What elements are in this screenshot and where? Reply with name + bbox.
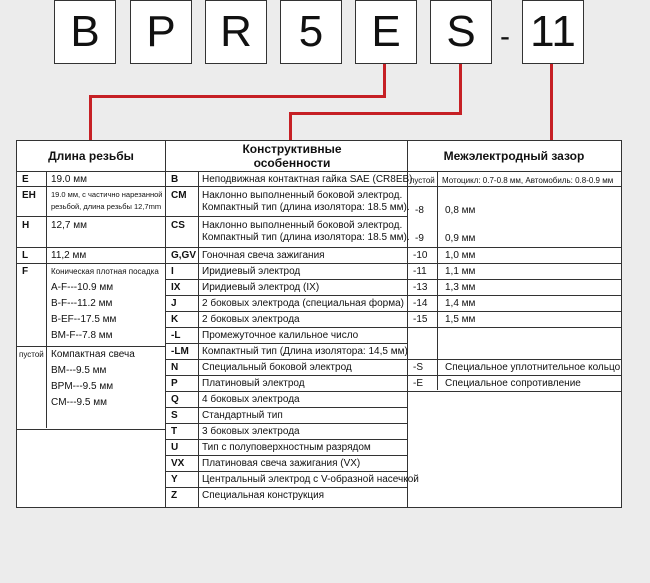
gap-code: -9: [415, 233, 424, 244]
design-row-line: [165, 359, 407, 360]
gap-code: -13: [413, 282, 428, 293]
design-desc: 4 боковых электрода: [202, 394, 300, 405]
design-row-line: [165, 186, 407, 187]
design-code: I: [171, 266, 174, 277]
gap-code: -11: [413, 266, 427, 277]
thread-length-header: Длина резьбы: [48, 149, 134, 163]
gap-row-line: [407, 186, 621, 187]
thread-row-line: [17, 429, 165, 430]
design-desc: Иридиевый электрод: [202, 266, 301, 277]
thread-subitem: CM---9.5 мм: [51, 397, 107, 408]
gap-desc: 1,4 мм: [445, 298, 476, 309]
gap-desc: 1,0 мм: [445, 250, 476, 261]
design-desc: Промежуточное калильное число: [202, 330, 359, 341]
design-code: VX: [171, 458, 185, 469]
thread-desc: 19.0 мм: [51, 174, 87, 185]
design-features-header: Конструктивные особенности: [242, 142, 342, 170]
gap-row-line: [407, 327, 621, 328]
design-code: S: [171, 410, 178, 421]
header-divider: [17, 171, 621, 172]
thread-desc: 11,2 мм: [51, 250, 87, 261]
code-box-r: R: [205, 0, 267, 64]
design-desc: Компактный тип (Длина изолятора: 14,5 мм): [202, 346, 408, 357]
design-desc: Платиновая свеча зажигания (VX): [202, 458, 361, 469]
design-row-line: [165, 311, 407, 312]
design-row-line: [165, 471, 407, 472]
design-code: J: [171, 298, 177, 309]
thread-subitem: A-F---10.9 мм: [51, 282, 114, 293]
gap-row-line: [407, 311, 621, 312]
design-row-line: [165, 487, 407, 488]
gap-desc: Специальное сопротивление: [445, 378, 581, 389]
design-desc: Неподвижная контактная гайка SAE (CR8EB): [202, 174, 413, 185]
gap-code: -E: [413, 378, 423, 389]
thread-desc-line2: резьбой, длина резьбы 12,7mm: [51, 202, 162, 211]
gap-row-line: [407, 247, 621, 248]
code-box-11: 11: [522, 0, 584, 64]
design-row-line: [165, 407, 407, 408]
gap-code: -10: [413, 250, 428, 261]
design-row-line: [165, 216, 407, 217]
thread-code: пустой: [19, 350, 44, 359]
gap-code: -S: [413, 362, 423, 373]
design-desc: Специальный боковой электрод: [202, 362, 352, 373]
gap-code: -14: [413, 298, 428, 309]
design-code: CM: [171, 190, 187, 201]
gap-row-line: [407, 279, 621, 280]
design-code: CS: [171, 220, 185, 231]
thread-code: H: [22, 220, 30, 231]
design-row-line: [165, 295, 407, 296]
design-desc: 2 боковых электрода: [202, 314, 300, 325]
spark-plug-code-table: [16, 140, 622, 508]
code-box-b: B: [54, 0, 116, 64]
col-divider-1: [165, 141, 166, 507]
design-row-line: [165, 439, 407, 440]
design-code: Q: [171, 394, 179, 405]
thread-subitem: BPM---9.5 мм: [51, 381, 114, 392]
thread-row-line: [17, 186, 165, 187]
gap-code: пустой: [410, 176, 435, 185]
design-row-line: [165, 375, 407, 376]
design-row-line: [165, 455, 407, 456]
connector-s-vertical: [459, 64, 462, 115]
gap-desc: 1,3 мм: [445, 282, 476, 293]
design-row-line: [165, 343, 407, 344]
connector-e-down: [89, 95, 92, 141]
gap-row-line: [407, 375, 621, 376]
design-desc: Гоночная свеча зажигания: [202, 250, 325, 261]
design-desc: Наклонно выполненный боковой электрод.: [202, 220, 403, 231]
col-divider-2: [407, 141, 408, 507]
connector-s-down: [289, 112, 292, 141]
gap-code: -8: [415, 205, 424, 216]
thread-desc: Коническая плотная посадка: [51, 267, 159, 276]
design-desc: Специальная конструкция: [202, 490, 325, 501]
design-desc: Центральный электрод с V-образной насечкой: [202, 474, 419, 485]
design-code: K: [171, 314, 179, 325]
thread-code: EH: [22, 190, 36, 201]
gap-code-divider: [437, 172, 438, 390]
design-code-divider: [198, 172, 199, 507]
design-desc: 3 боковых электрода: [202, 426, 300, 437]
design-code: G,GV: [171, 250, 197, 261]
thread-row-line: [17, 247, 165, 248]
design-code: -L: [171, 330, 181, 341]
design-desc: 2 боковых электрода (специальная форма): [202, 298, 405, 309]
thread-desc: 19.0 мм, с частично нарезанной: [51, 190, 163, 199]
thread-subitem: B-EF--17.5 мм: [51, 314, 117, 325]
code-box-s: S: [430, 0, 492, 64]
design-desc: Иридиевый электрод (IX): [202, 282, 320, 293]
code-box-5: 5: [280, 0, 342, 64]
design-row-line: [165, 423, 407, 424]
code-box-p: P: [130, 0, 192, 64]
design-code: Y: [171, 474, 178, 485]
code-box-e: E: [355, 0, 417, 64]
thread-subitem: BM-F--7.8 мм: [51, 330, 113, 341]
connector-11-vertical: [550, 64, 553, 141]
design-desc: Наклонно выполненный боковой электрод.: [202, 190, 403, 201]
thread-row-line: [17, 216, 165, 217]
connector-e-vertical: [383, 64, 386, 98]
design-row-line: [165, 279, 407, 280]
gap-desc: Мотоцикл: 0.7-0.8 мм, Автомобиль: 0.8-0.9 мм: [442, 176, 614, 185]
thread-code-divider: [46, 172, 47, 428]
gap-desc: 1,1 мм: [445, 266, 476, 277]
gap-row-line: [407, 295, 621, 296]
design-code: U: [171, 442, 179, 453]
design-row-line: [165, 263, 407, 264]
design-row-line: [165, 247, 407, 248]
design-code: B: [171, 174, 179, 185]
design-code: Z: [171, 490, 178, 501]
design-desc-line2: Компактный тип (длина изолятора: 18.5 мм).: [202, 202, 410, 213]
gap-desc: 0,9 мм: [445, 233, 476, 244]
gap-row-line: [407, 359, 621, 360]
thread-desc: 12,7 мм: [51, 220, 87, 231]
gap-row-line: [407, 391, 621, 392]
connector-s-horizontal: [289, 112, 462, 115]
design-code: P: [171, 378, 178, 389]
thread-subitem: B-F---11.2 мм: [51, 298, 113, 309]
design-row-line: [165, 391, 407, 392]
gap-desc: 0,8 мм: [445, 205, 476, 216]
design-desc: Платиновый электрод: [202, 378, 305, 389]
gap-desc: 1,5 мм: [445, 314, 476, 325]
design-row-line: [165, 327, 407, 328]
thread-desc: Компактная свеча: [51, 349, 135, 360]
thread-code: E: [22, 174, 29, 185]
electrode-gap-header: Межэлектродный зазор: [443, 149, 585, 163]
design-desc: Стандартный тип: [202, 410, 283, 421]
thread-row-line: [17, 263, 165, 264]
design-code: N: [171, 362, 179, 373]
design-desc-line2: Компактный тип (длина изолятора: 18.5 мм).: [202, 232, 410, 243]
gap-row-line: [407, 263, 621, 264]
thread-subitem: BM---9.5 мм: [51, 365, 107, 376]
thread-code: F: [22, 266, 29, 277]
gap-code: -15: [413, 314, 428, 325]
thread-row-line: [17, 346, 165, 347]
gap-desc: Специальное уплотнительное кольцо: [445, 362, 621, 373]
code-dash: -: [500, 20, 510, 53]
design-code: IX: [171, 282, 181, 293]
design-desc: Тип с полуповерхностным разрядом: [202, 442, 371, 453]
connector-e-horizontal: [89, 95, 386, 98]
thread-code: L: [22, 250, 29, 261]
design-code: T: [171, 426, 178, 437]
design-code: -LM: [171, 346, 189, 357]
